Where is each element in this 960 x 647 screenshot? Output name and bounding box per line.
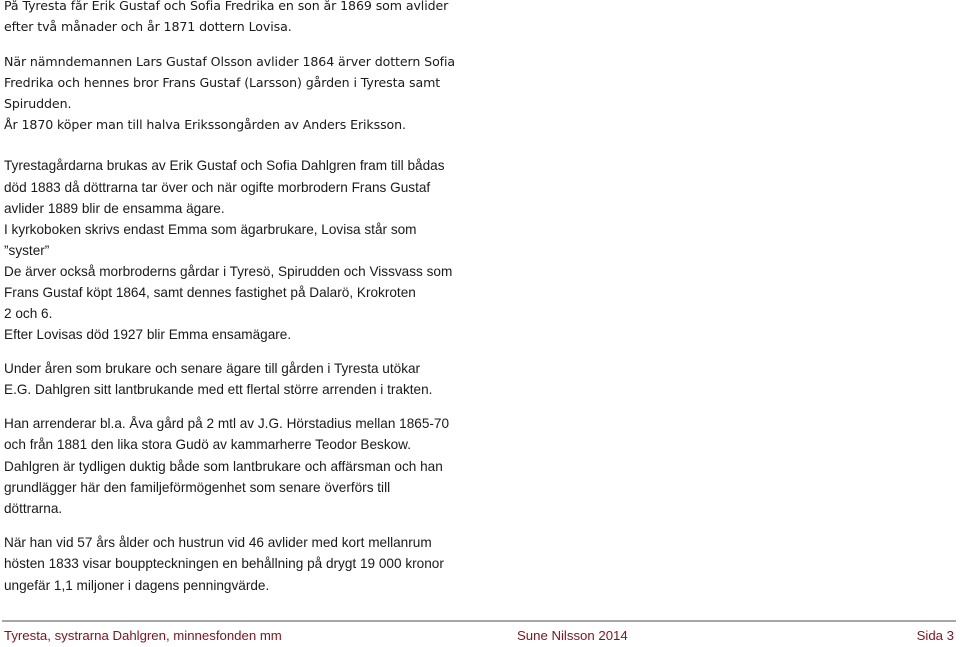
body-line: ”syster” xyxy=(4,243,50,258)
body-line: E.G. Dahlgren sitt lantbrukande med ett flertal större arrenden i trakten. xyxy=(4,382,433,397)
body-line: 2 och 6. xyxy=(4,306,53,321)
body-line: När han vid 57 års ålder och hustrun vid 46 avlider med kort mellanrum xyxy=(4,535,432,550)
body-line: Fredrika och hennes bror Frans Gustaf (Larsson) gården i Tyresta samt xyxy=(4,75,441,90)
body-line: Efter Lovisas död 1927 blir Emma ensamägare. xyxy=(4,327,292,342)
body-line: Tyrestagårdarna brukas av Erik Gustaf och Sofia Dahlgren fram till bådas xyxy=(4,158,445,173)
body-line: döttrarna. xyxy=(4,501,63,516)
body-line: I kyrkoboken skrivs endast Emma som ägarbrukare, Lovisa står som xyxy=(4,222,417,237)
body-line: och från 1881 den lika stora Gudö av kammarherre Teodor Beskow. xyxy=(4,437,412,452)
body-line: År 1870 köper man till halva Erikssongården av Anders Eriksson. xyxy=(4,117,406,132)
body-line: På Tyresta får Erik Gustaf och Sofia Fredrika en son år 1869 som avlider xyxy=(4,0,449,13)
body-line: Spirudden. xyxy=(4,96,72,111)
body-line: ungefär 1,1 miljoner i dagens penningvärde. xyxy=(4,578,270,593)
footer-divider xyxy=(2,620,956,622)
body-line: Frans Gustaf köpt 1864, samt dennes fastighet på Dalarö, Krokroten xyxy=(4,285,416,300)
footer-title: Tyresta, systrarna Dahlgren, minnesfonden mm xyxy=(4,628,282,643)
body-line: avlider 1889 blir de ensamma ägare. xyxy=(4,201,225,216)
body-line: Dahlgren är tydligen duktig både som lantbrukare och affärsman och han xyxy=(4,459,443,474)
body-line: efter två månader och år 1871 dottern Lovisa. xyxy=(4,19,292,34)
body-line: Han arrenderar bl.a. Åva gård på 2 mtl av J.G. Hörstadius mellan 1865-70 xyxy=(4,416,450,431)
body-line: hösten 1833 visar bouppteckningen en behållning på drygt 19 000 kronor xyxy=(4,556,444,571)
footer-page-number: Sida 3 xyxy=(916,628,954,643)
body-line: Under åren som brukare och senare ägare till gården i Tyresta utökar xyxy=(4,361,421,376)
body-line: De ärver också morbroderns gårdar i Tyresö, Spirudden och Vissvass som xyxy=(4,264,453,279)
body-line: död 1883 då döttrarna tar över och när ogifte morbrodern Frans Gustaf xyxy=(4,180,431,195)
body-line: grundlägger här den familjeförmögenhet som senare överförs till xyxy=(4,480,391,495)
body-line: När nämndemannen Lars Gustaf Olsson avlider 1864 ärver dottern Sofia xyxy=(4,54,456,69)
footer-author: Sune Nilsson 2014 xyxy=(517,628,628,643)
